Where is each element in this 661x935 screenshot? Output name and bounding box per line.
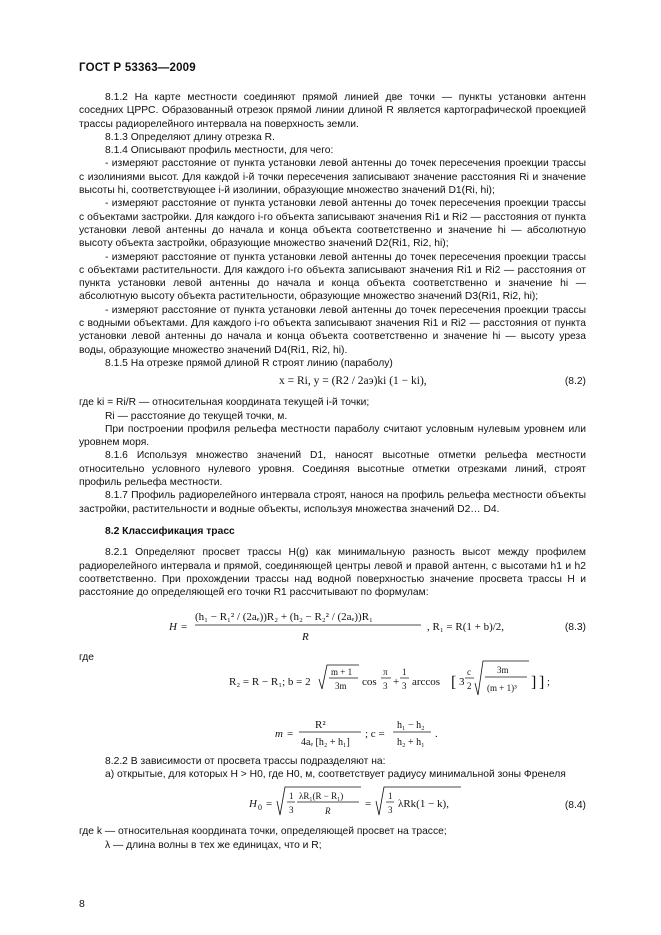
page-header: ГОСТ Р 53363—2009	[79, 62, 196, 74]
document-body	[79, 91, 586, 852]
svg-text:H: H	[169, 621, 177, 634]
svg-text:3: 3	[459, 675, 465, 688]
formula-8-3-number: (8.3)	[564, 622, 586, 634]
svg-text:3: 3	[383, 680, 388, 691]
svg-text:]: ]	[539, 673, 545, 691]
page-number: 8	[79, 898, 85, 910]
paragraph-8-1-5: 8.1.5 На отрезке прямой длиной R строят линию (параболу)	[105, 357, 393, 369]
svg-text:, R₁ = R(1 + b)/2,: , R₁ = R(1 + b)/2,	[427, 621, 505, 634]
svg-text:3m: 3m	[497, 664, 509, 675]
svg-text:.: .	[435, 727, 438, 740]
svg-text:0: 0	[258, 803, 262, 813]
svg-text:]: ]	[531, 673, 537, 691]
svg-text:h₁ − h₂: h₁ − h₂	[397, 719, 425, 731]
svg-text:(m + 1)³: (m + 1)³	[487, 682, 517, 693]
paragraph-8-2-1: 8.2.1 Определяют просвет трассы H(g) как минимальную разность высот между профилем радиорелейного интервала и прямой, соединяющей центры левой и правой антенн, с высотами h1 и h2 соответственно. При прохождении трассы над водной поверхностью значение просвета трассы H и расстояние до определяющей его точки R1 рассчитывают по формулам:	[79, 547, 586, 599]
svg-text:1: 1	[388, 791, 393, 802]
paragraph-8-1-4-buildings: - измеряют расстояние от пункта установки левой антенны до точек пересечения проекции трассы с объектами застройки. Для каждого i-го объекта записывают значения Ri1 и Ri2 — расстояния от пункта установки левой антенны до начала и конца объекта соответственно и значение hi — абсолютную высоту объекта застройки, образующие множество значений D2(Ri1, Ri2, hi);	[79, 198, 586, 250]
svg-text:arccos: arccos	[412, 675, 441, 688]
svg-text:=: =	[287, 727, 294, 740]
paragraph-8-1-5-note: При построении профиля рельефа местности параболу считают условным нулевым уровнем или уровнем моря.	[79, 423, 586, 449]
svg-text:3: 3	[402, 680, 407, 691]
svg-text:3m: 3m	[335, 680, 347, 691]
paragraph-8-1-4-isolines: - измеряют расстояние от пункта установки левой антенны до точек пересечения проекции трассы с изолиниями высот. Для каждой i-й точки пересечения записывают значение расстояния Ri и значение высоты hi, соответствующее i-й изолинии, образующие множество значений D1(Ri, hi);	[79, 158, 586, 197]
svg-text:1: 1	[402, 666, 407, 677]
svg-text:1: 1	[289, 791, 294, 802]
formula-8-3-graphic	[169, 603, 609, 649]
formula-8-2	[79, 372, 586, 394]
svg-text:=: =	[266, 798, 273, 811]
svg-text:4aₑ [h₂ + h₁]: 4aₑ [h₂ + h₁]	[301, 736, 350, 748]
paragraph-8-1-4-vegetation: - измеряют расстояние от пункта установки левой антенны до точек пересечения проекции трассы с объектами растительности. Для каждого i-го объекта записывают значения Ri1 и Ri2 — расстояния от пункта установки левой антенны до начала и конца объекта соответственно и значение hi — абсолютную высоту объекта растительности, образующие множество значений D3(Ri1, Ri2, hi);	[79, 251, 586, 303]
svg-text:R: R	[325, 806, 331, 817]
formula-8-3	[79, 603, 586, 649]
paragraph-8-1-2: 8.1.2 На карте местности соединяют прямой линией две точки — пункты установки антенн соседних ЦРРС. Образованный отрезок прямой линии длиной R является картографической проекцией трассы радиорелейного интервала на поверхность земли.	[79, 92, 586, 130]
svg-text:H: H	[249, 798, 257, 811]
paragraph-8-1-3: 8.1.3 Определяют длину отрезка R.	[105, 131, 275, 143]
svg-text:π: π	[383, 666, 388, 677]
formula-r2-b-graphic	[229, 657, 559, 707]
where-8-4-b: λ — длина волны в тех же единицах, что и R;	[105, 839, 322, 851]
svg-text:λR₁(R − R₁): λR₁(R − R₁)	[299, 791, 344, 802]
svg-text:=: =	[365, 798, 372, 811]
paragraph-8-1-7: 8.1.7 Профиль радиорелейного интервала строят, нанося на профиль рельефа местности объекты застройки, растительности и водные объекты, используя множества значений D2… D4.	[79, 490, 586, 515]
svg-text:R²: R²	[315, 718, 326, 731]
formula-8-3-m-c	[79, 715, 586, 751]
formula-8-4	[79, 783, 586, 825]
section-heading-8-2: 8.2 Классификация трасс	[105, 525, 235, 537]
paragraph-8-2-2-a: а) открытые, для которых H > H0, где H0, м, соответствует радиусу минимальной зоны Френеля	[105, 768, 566, 780]
paragraph-8-2-2: 8.2.2 В зависимости от просвета трассы подразделяют на:	[105, 755, 386, 767]
svg-text:[: [	[451, 673, 457, 691]
svg-text:m + 1: m + 1	[331, 666, 353, 677]
formula-8-2-number: (8.2)	[564, 376, 586, 388]
formula-8-3-r2-b	[79, 665, 586, 715]
svg-text:2: 2	[467, 680, 472, 691]
svg-text:+: +	[393, 675, 400, 688]
svg-text:=: =	[181, 621, 188, 634]
paragraph-8-1-4-water: - измеряют расстояние от пункта установки левой антенны до точек пересечения проекции трассы с водными объектами. Для каждого i-го объекта записывают значения Ri1 и Ri2 — расстояния от пункта установки левой антенны до начала и конца объекта соответственно и значение hi — высоту уреза воды, образующие множество значений D4(Ri1, Ri2, hi).	[79, 304, 586, 356]
svg-text:R: R	[302, 631, 309, 644]
formula-m-c-graphic	[275, 715, 495, 751]
where-8-2-a: где ki = Ri/R — относительная координата текущей i-й точки;	[79, 397, 370, 409]
svg-text:λRk(1 − k),: λRk(1 − k),	[398, 798, 449, 811]
svg-text:(h₁ − R₁² / (2aₑ))R₂ + (h₂ − R: (h₁ − R₁² / (2aₑ))R₂ + (h₂ − R₂² / (2aₑ))R₁	[195, 611, 373, 624]
formula-8-4-graphic	[249, 783, 529, 825]
svg-text:c: c	[467, 666, 471, 677]
paragraph-8-1-4: 8.1.4 Описывают профиль местности, для чего:	[105, 145, 334, 157]
svg-text:3: 3	[388, 805, 393, 816]
where-8-4-a: где k — относительная координата точки, определяющей просвет на трассе;	[79, 826, 447, 838]
svg-text:3: 3	[289, 805, 294, 816]
where-8-2-b: Ri — расстояние до текущей точки, м.	[105, 410, 288, 422]
where-8-3: где	[79, 652, 95, 664]
svg-text:R₂ = R − R₁; b = 2: R₂ = R − R₁; b = 2	[229, 675, 311, 688]
formula-8-2-expression: x = Ri, y = (R2 / 2aэ)ki (1 − ki),	[279, 375, 427, 388]
svg-text:cos: cos	[362, 675, 377, 688]
svg-text:h₂ + h₁: h₂ + h₁	[397, 736, 425, 748]
svg-text:;: ;	[547, 675, 551, 688]
formula-8-4-number: (8.4)	[564, 800, 586, 812]
svg-text:m: m	[275, 727, 283, 740]
paragraph-8-1-6: 8.1.6 Используя множество значений D1, наносят высотные отметки рельефа местности относительно условного нулевого уровня. Соединяя высотные отметки отрезками линий, строят профиль рельефа местности.	[79, 450, 586, 489]
svg-text:; c =: ; c =	[365, 727, 385, 740]
